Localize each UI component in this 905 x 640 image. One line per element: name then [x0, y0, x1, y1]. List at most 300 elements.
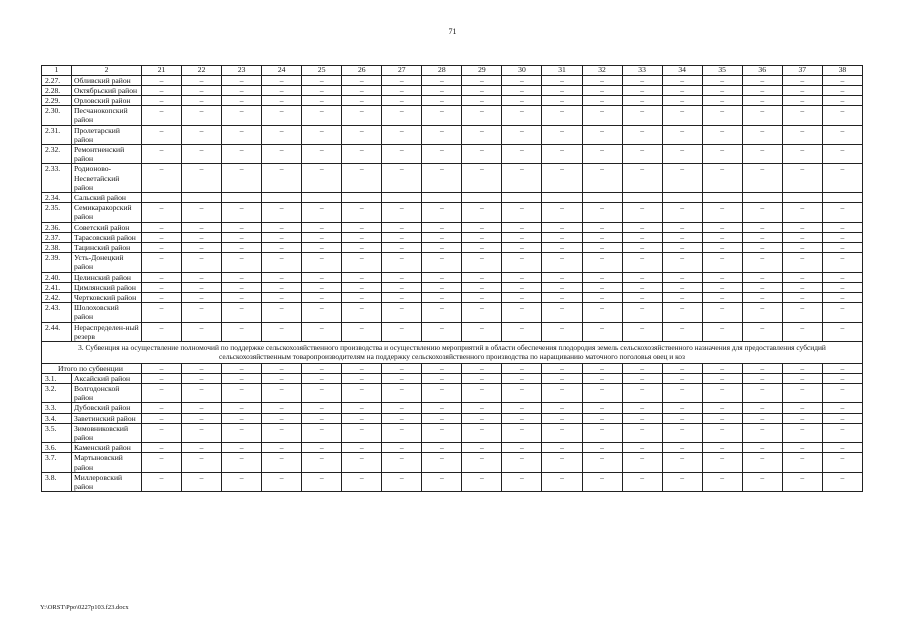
value-cell: –	[302, 85, 342, 95]
value-cell: –	[382, 75, 422, 85]
value-cell: –	[582, 423, 622, 442]
value-cell: –	[582, 242, 622, 252]
value-cell: –	[702, 383, 742, 402]
value-cell: –	[342, 95, 382, 105]
header-cell: 1	[42, 66, 72, 76]
value-cell: –	[782, 253, 822, 272]
table-row	[42, 282, 863, 292]
value-cell: –	[742, 272, 782, 282]
value-cell: –	[142, 423, 182, 442]
value-cell: –	[382, 373, 422, 383]
value-cell: –	[702, 203, 742, 222]
value-cell: –	[262, 363, 302, 373]
value-cell: –	[542, 253, 582, 272]
value-cell: –	[262, 383, 302, 402]
value-cell: –	[142, 403, 182, 413]
value-cell: –	[662, 164, 702, 193]
total-row	[42, 363, 863, 373]
value-cell: –	[302, 144, 342, 163]
value-cell: –	[742, 232, 782, 242]
value-cell: –	[622, 453, 662, 472]
value-cell: –	[142, 253, 182, 272]
value-cell: –	[262, 453, 302, 472]
value-cell: –	[262, 144, 302, 163]
value-cell: –	[182, 272, 222, 282]
header-cell: 29	[462, 66, 502, 76]
value-cell: –	[142, 282, 182, 292]
district-name: Миллеровский район	[72, 472, 142, 491]
value-cell: –	[782, 85, 822, 95]
row-number: 2.29.	[42, 95, 72, 105]
value-cell: –	[302, 222, 342, 232]
value-cell: –	[542, 222, 582, 232]
value-cell: –	[302, 423, 342, 442]
value-cell: –	[462, 222, 502, 232]
value-cell: –	[382, 222, 422, 232]
value-cell: –	[342, 282, 382, 292]
value-cell: –	[382, 363, 422, 373]
value-cell: –	[742, 203, 782, 222]
value-cell: –	[462, 144, 502, 163]
row-number: 2.33.	[42, 164, 72, 193]
value-cell: –	[662, 75, 702, 85]
value-cell: –	[462, 272, 502, 282]
value-cell: –	[582, 322, 622, 341]
value-cell: –	[502, 363, 542, 373]
value-cell: –	[582, 222, 622, 232]
value-cell: –	[702, 363, 742, 373]
value-cell: –	[542, 423, 582, 442]
value-cell: –	[342, 222, 382, 232]
value-cell: –	[182, 453, 222, 472]
value-cell: –	[742, 413, 782, 423]
value-cell: –	[182, 95, 222, 105]
value-cell: –	[422, 303, 462, 322]
value-cell: –	[422, 282, 462, 292]
value-cell: –	[422, 242, 462, 252]
value-cell: –	[502, 222, 542, 232]
table-row	[42, 95, 863, 105]
value-cell: –	[342, 303, 382, 322]
table-row	[42, 253, 863, 272]
value-cell: –	[182, 232, 222, 242]
value-cell: –	[542, 272, 582, 282]
value-cell: –	[582, 413, 622, 423]
value-cell: –	[302, 95, 342, 105]
value-cell: –	[662, 282, 702, 292]
value-cell: –	[822, 75, 862, 85]
value-cell: –	[142, 106, 182, 125]
value-cell: –	[302, 303, 342, 322]
value-cell: –	[622, 383, 662, 402]
value-cell: –	[622, 106, 662, 125]
value-cell: –	[422, 125, 462, 144]
value-cell: –	[382, 292, 422, 302]
value-cell: –	[782, 453, 822, 472]
value-cell: –	[822, 242, 862, 252]
header-cell: 35	[702, 66, 742, 76]
value-cell: –	[222, 75, 262, 85]
value-cell: –	[742, 443, 782, 453]
value-cell: –	[742, 75, 782, 85]
value-cell: –	[382, 164, 422, 193]
value-cell: –	[822, 292, 862, 302]
table-row	[42, 144, 863, 163]
table-row	[42, 322, 863, 341]
table-row	[42, 373, 863, 383]
value-cell: –	[502, 253, 542, 272]
value-cell: –	[622, 413, 662, 423]
value-cell: –	[502, 106, 542, 125]
value-cell: –	[742, 423, 782, 442]
value-cell: –	[502, 232, 542, 242]
value-cell: –	[742, 253, 782, 272]
value-cell: –	[782, 443, 822, 453]
value-cell: –	[262, 472, 302, 491]
value-cell: –	[662, 95, 702, 105]
value-cell: –	[222, 373, 262, 383]
value-cell: –	[662, 383, 702, 402]
value-cell: –	[502, 443, 542, 453]
district-name: Каменский район	[72, 443, 142, 453]
value-cell: –	[142, 272, 182, 282]
value-cell: –	[822, 203, 862, 222]
value-cell: –	[542, 95, 582, 105]
district-name: Дубовский район	[72, 403, 142, 413]
district-name: Цимлянский район	[72, 282, 142, 292]
value-cell: –	[422, 222, 462, 232]
value-cell: –	[422, 253, 462, 272]
value-cell: –	[782, 125, 822, 144]
value-cell: –	[702, 253, 742, 272]
value-cell: –	[342, 125, 382, 144]
value-cell: –	[662, 106, 702, 125]
value-cell: –	[742, 85, 782, 95]
value-cell: –	[182, 303, 222, 322]
value-cell: –	[342, 144, 382, 163]
value-cell: –	[742, 453, 782, 472]
value-cell: –	[582, 282, 622, 292]
value-cell: –	[702, 85, 742, 95]
value-cell: –	[502, 125, 542, 144]
value-cell: –	[742, 383, 782, 402]
value-cell: –	[822, 472, 862, 491]
value-cell: –	[342, 403, 382, 413]
value-cell: –	[422, 95, 462, 105]
value-cell: –	[702, 472, 742, 491]
value-cell: –	[382, 144, 422, 163]
value-cell: –	[542, 85, 582, 95]
value-cell: –	[182, 85, 222, 95]
value-cell: –	[702, 423, 742, 442]
value-cell: –	[302, 373, 342, 383]
row-number: 2.32.	[42, 144, 72, 163]
value-cell: –	[782, 164, 822, 193]
value-cell: –	[822, 144, 862, 163]
value-cell: –	[622, 253, 662, 272]
value-cell: –	[822, 383, 862, 402]
value-cell: –	[342, 472, 382, 491]
value-cell: –	[222, 363, 262, 373]
value-cell: –	[542, 144, 582, 163]
value-cell: –	[582, 106, 622, 125]
table-body	[42, 66, 863, 492]
value-cell: –	[382, 106, 422, 125]
table-row	[42, 232, 863, 242]
value-cell: –	[742, 144, 782, 163]
value-cell: –	[382, 303, 422, 322]
header-cell: 32	[582, 66, 622, 76]
value-cell: –	[742, 292, 782, 302]
value-cell: –	[182, 363, 222, 373]
header-cell: 23	[222, 66, 262, 76]
value-cell: –	[502, 85, 542, 95]
value-cell: –	[382, 383, 422, 402]
value-cell: –	[702, 232, 742, 242]
header-cell: 38	[822, 66, 862, 76]
value-cell: –	[502, 164, 542, 193]
row-number: 2.31.	[42, 125, 72, 144]
value-cell: –	[742, 95, 782, 105]
value-cell: –	[702, 403, 742, 413]
value-cell: –	[662, 144, 702, 163]
row-number: 2.36.	[42, 222, 72, 232]
value-cell: –	[142, 95, 182, 105]
value-cell: –	[822, 322, 862, 341]
value-cell: –	[582, 85, 622, 95]
value-cell: –	[462, 383, 502, 402]
value-cell: –	[502, 144, 542, 163]
value-cell: –	[302, 472, 342, 491]
district-name: Нераспределен-ный резерв	[72, 322, 142, 341]
value-cell: –	[222, 453, 262, 472]
value-cell: –	[742, 363, 782, 373]
value-cell: –	[822, 232, 862, 242]
value-cell	[662, 192, 702, 202]
value-cell: –	[222, 303, 262, 322]
value-cell: –	[782, 144, 822, 163]
value-cell: –	[422, 453, 462, 472]
value-cell: –	[502, 292, 542, 302]
value-cell: –	[782, 272, 822, 282]
value-cell: –	[182, 413, 222, 423]
value-cell: –	[262, 322, 302, 341]
value-cell: –	[382, 125, 422, 144]
row-number: 3.1.	[42, 373, 72, 383]
value-cell: –	[582, 383, 622, 402]
value-cell: –	[702, 125, 742, 144]
value-cell: –	[142, 373, 182, 383]
district-name: Волгодонской район	[72, 383, 142, 402]
value-cell: –	[582, 472, 622, 491]
value-cell: –	[622, 443, 662, 453]
value-cell: –	[502, 373, 542, 383]
value-cell: –	[582, 144, 622, 163]
value-cell: –	[262, 253, 302, 272]
value-cell: –	[422, 472, 462, 491]
value-cell: –	[182, 253, 222, 272]
value-cell: –	[462, 453, 502, 472]
value-cell: –	[142, 203, 182, 222]
value-cell: –	[782, 403, 822, 413]
value-cell: –	[582, 203, 622, 222]
header-cell: 21	[142, 66, 182, 76]
value-cell: –	[222, 272, 262, 282]
value-cell: –	[702, 443, 742, 453]
value-cell: –	[582, 272, 622, 282]
value-cell: –	[142, 242, 182, 252]
value-cell: –	[662, 413, 702, 423]
value-cell: –	[502, 403, 542, 413]
value-cell: –	[422, 85, 462, 95]
value-cell: –	[342, 106, 382, 125]
value-cell	[262, 192, 302, 202]
value-cell: –	[222, 322, 262, 341]
value-cell: –	[622, 303, 662, 322]
value-cell: –	[782, 106, 822, 125]
value-cell: –	[222, 95, 262, 105]
value-cell: –	[582, 453, 622, 472]
header-cell: 30	[502, 66, 542, 76]
value-cell: –	[462, 253, 502, 272]
value-cell: –	[422, 232, 462, 242]
district-name: Шолоховский район	[72, 303, 142, 322]
value-cell: –	[262, 413, 302, 423]
value-cell: –	[142, 472, 182, 491]
value-cell: –	[462, 232, 502, 242]
value-cell: –	[302, 232, 342, 242]
value-cell: –	[222, 125, 262, 144]
value-cell: –	[182, 373, 222, 383]
value-cell: –	[782, 292, 822, 302]
value-cell: –	[262, 203, 302, 222]
value-cell: –	[222, 472, 262, 491]
table-row	[42, 443, 863, 453]
value-cell: –	[542, 453, 582, 472]
value-cell: –	[382, 453, 422, 472]
value-cell: –	[142, 144, 182, 163]
value-cell: –	[542, 242, 582, 252]
district-name: Орловский район	[72, 95, 142, 105]
value-cell: –	[342, 272, 382, 282]
row-number: 2.28.	[42, 85, 72, 95]
row-number: 2.27.	[42, 75, 72, 85]
district-name: Пролетарский район	[72, 125, 142, 144]
district-name: Октябрьский район	[72, 85, 142, 95]
value-cell: –	[822, 253, 862, 272]
value-cell: –	[582, 373, 622, 383]
header-row	[42, 66, 863, 76]
header-cell: 28	[422, 66, 462, 76]
value-cell: –	[262, 292, 302, 302]
value-cell: –	[822, 272, 862, 282]
value-cell: –	[622, 472, 662, 491]
value-cell: –	[702, 144, 742, 163]
value-cell: –	[422, 75, 462, 85]
value-cell: –	[462, 203, 502, 222]
value-cell: –	[662, 272, 702, 282]
value-cell: –	[382, 413, 422, 423]
value-cell: –	[662, 373, 702, 383]
value-cell: –	[662, 322, 702, 341]
value-cell: –	[262, 85, 302, 95]
value-cell: –	[382, 85, 422, 95]
value-cell: –	[302, 75, 342, 85]
value-cell: –	[462, 125, 502, 144]
value-cell: –	[542, 403, 582, 413]
value-cell: –	[542, 232, 582, 242]
value-cell: –	[222, 403, 262, 413]
value-cell: –	[422, 373, 462, 383]
value-cell: –	[222, 242, 262, 252]
value-cell: –	[782, 282, 822, 292]
section-row	[42, 341, 863, 363]
row-number: 2.41.	[42, 282, 72, 292]
value-cell: –	[462, 322, 502, 341]
value-cell: –	[422, 292, 462, 302]
value-cell: –	[222, 383, 262, 402]
value-cell: –	[182, 322, 222, 341]
value-cell: –	[502, 75, 542, 85]
district-name: Целинский район	[72, 272, 142, 282]
value-cell	[702, 192, 742, 202]
value-cell: –	[702, 164, 742, 193]
value-cell: –	[782, 232, 822, 242]
value-cell: –	[502, 472, 542, 491]
row-number: 3.7.	[42, 453, 72, 472]
value-cell: –	[582, 95, 622, 105]
value-cell: –	[302, 253, 342, 272]
value-cell: –	[462, 443, 502, 453]
table-row	[42, 403, 863, 413]
district-name: Аксайский район	[72, 373, 142, 383]
total-label: Итого по субвенции	[42, 363, 142, 373]
value-cell: –	[302, 443, 342, 453]
header-cell: 22	[182, 66, 222, 76]
value-cell: –	[262, 95, 302, 105]
value-cell: –	[662, 85, 702, 95]
value-cell: –	[742, 403, 782, 413]
value-cell: –	[262, 282, 302, 292]
value-cell: –	[142, 413, 182, 423]
value-cell: –	[342, 75, 382, 85]
value-cell: –	[382, 322, 422, 341]
value-cell: –	[142, 85, 182, 95]
value-cell: –	[342, 383, 382, 402]
value-cell: –	[742, 303, 782, 322]
value-cell: –	[142, 453, 182, 472]
file-path-footer: Y:\ORST\Ppo\0227p103.f23.docx	[40, 604, 129, 611]
value-cell: –	[702, 292, 742, 302]
row-number: 2.38.	[42, 242, 72, 252]
value-cell: –	[742, 472, 782, 491]
row-number: 3.3.	[42, 403, 72, 413]
value-cell: –	[262, 164, 302, 193]
value-cell: –	[222, 144, 262, 163]
value-cell: –	[582, 164, 622, 193]
value-cell: –	[142, 363, 182, 373]
value-cell: –	[382, 443, 422, 453]
value-cell: –	[502, 282, 542, 292]
value-cell: –	[422, 403, 462, 413]
value-cell: –	[382, 95, 422, 105]
district-name: Чертковский район	[72, 292, 142, 302]
value-cell: –	[382, 472, 422, 491]
value-cell: –	[742, 242, 782, 252]
value-cell: –	[542, 373, 582, 383]
header-cell: 33	[622, 66, 662, 76]
value-cell: –	[542, 106, 582, 125]
